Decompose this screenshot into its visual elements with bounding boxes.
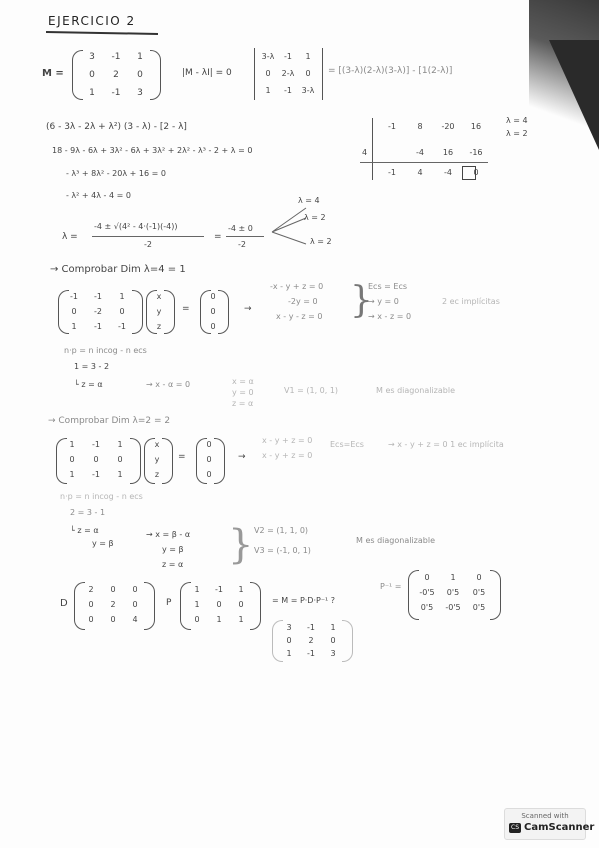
matrix-cell: 3: [330, 649, 336, 658]
matrix-cell: 0'5: [472, 588, 486, 597]
ruffini-cell: 8: [417, 122, 423, 131]
det-matrix: [258, 52, 318, 95]
ruffini-cell: -4: [444, 168, 452, 177]
check4-vector: V1 = (1, 0, 1): [284, 386, 339, 395]
matrix-cell: 1: [119, 292, 125, 301]
matrix-cell: 0: [424, 573, 430, 582]
var-y: y: [156, 307, 162, 316]
root-note-1: λ = 4: [506, 116, 528, 125]
check2-ecs-note: Ecs=Ecs: [330, 440, 364, 449]
zero-cell: 0: [210, 292, 216, 301]
check4-param: └ z = α: [74, 380, 103, 389]
check2-implicit: → x - y + z = 0 1 ec implícita: [388, 440, 504, 449]
matrix-cell: 0: [216, 600, 222, 609]
ruffini-cell: 0: [473, 168, 479, 177]
var-y: y: [154, 455, 160, 464]
matrix-cell: 1: [117, 470, 123, 479]
check2-matrix: [60, 440, 132, 479]
ruffini-cell: -1: [388, 168, 396, 177]
check4-vars-right: [164, 290, 175, 334]
ruffini-cell: 4: [417, 168, 423, 177]
check2-sol-1: → x = β - α: [146, 530, 191, 539]
matrix-cell: 2: [88, 585, 94, 594]
matrix-cell: 2: [308, 636, 314, 645]
zero-cell: 0: [210, 322, 216, 331]
matrix-cell: -1: [70, 292, 78, 301]
badge-caption: Scanned with: [521, 812, 569, 820]
camscanner-logo-icon: CS: [511, 824, 519, 831]
check4-zeros-right: [218, 290, 229, 334]
matrix-cell: 0: [132, 585, 138, 594]
matrix-cell: 1: [117, 440, 123, 449]
camscanner-badge: [504, 808, 595, 840]
ruffini-mid-row: [406, 148, 490, 157]
check2-vector-2: V3 = (-1, 0, 1): [254, 546, 311, 555]
step-line-2: 18 - 9λ - 6λ + 3λ² - 6λ + 3λ² + 2λ² - λ³ - 2 + λ = 0: [52, 146, 253, 155]
det-cell: 0: [265, 69, 271, 78]
check4-sol: → x - α = 0: [146, 380, 191, 389]
matrix-cell: 1: [89, 88, 95, 98]
check4-matrix: [62, 292, 134, 331]
matrix-cell: 0: [93, 455, 99, 464]
var-z: z: [154, 470, 160, 479]
check2-param-2: y = β: [92, 539, 114, 548]
param-x: x = α: [232, 377, 254, 386]
check2-sol-3: z = α: [162, 560, 184, 569]
check2-sol-2: y = β: [162, 545, 184, 554]
matrix-cell: 1: [450, 573, 456, 582]
ruffini-cell: -4: [416, 148, 424, 157]
matrix-cell: -1: [307, 623, 315, 632]
matrix-cell: 0: [286, 636, 292, 645]
step-line-3: - λ³ + 8λ² - 20λ + 16 = 0: [66, 169, 166, 178]
det-cell: -1: [284, 86, 292, 95]
matrix-cell: -1: [94, 292, 102, 301]
p-matrix: [186, 585, 252, 624]
check4-system-1: -x - y + z = 0: [270, 282, 324, 291]
brace-icon: }: [350, 280, 373, 321]
d-matrix: [80, 585, 146, 624]
matrix-cell: -1: [92, 470, 100, 479]
quadratic-equals: =: [214, 232, 222, 242]
ruffini-cell: -16: [469, 148, 483, 157]
det-left-bar: [254, 48, 255, 100]
check2-param-1: └ z = α: [70, 526, 99, 535]
brace-icon: }: [228, 522, 254, 568]
check4-calc: 1 = 3 - 2: [74, 362, 110, 371]
zero-cell: 0: [206, 440, 212, 449]
matrix-cell: 0: [137, 70, 143, 80]
zero-cell: 0: [206, 470, 212, 479]
title-underline: [46, 31, 158, 35]
var-x: x: [156, 292, 162, 301]
check2-heading: → Comprobar Dim λ=2 = 2: [48, 416, 171, 426]
check2-vars-right: [162, 438, 173, 484]
check-matrix-right: [342, 620, 353, 662]
matrix-cell: 0: [194, 615, 200, 624]
var-z: z: [156, 322, 162, 331]
matrix-m-right-bracket: [150, 50, 161, 100]
det-right-bar: [322, 48, 323, 100]
matrix-cell: 1: [137, 52, 143, 62]
check2-zeros-right: [214, 438, 225, 484]
d-matrix-right: [144, 582, 155, 630]
matrix-cell: 1: [71, 322, 77, 331]
check2-system-1: x - y + z = 0: [262, 436, 313, 445]
matrix-cell: -1: [111, 88, 121, 98]
check4-param-set: [232, 376, 276, 409]
check4-ecs-1: Ecs = Ecs: [368, 282, 408, 291]
quadratic-simplified-bar: [226, 236, 264, 237]
ruffini-vbar: [372, 118, 373, 180]
quadratic-simplified-den: -2: [238, 240, 246, 249]
matrix-cell: 1: [194, 600, 200, 609]
matrix-m: [80, 52, 152, 98]
matrix-cell: 0: [330, 636, 336, 645]
matrix-cell: 0: [132, 600, 138, 609]
branch-arrows-icon: [270, 204, 310, 250]
equals-sign: =: [182, 304, 190, 314]
exercise-title: EJERCICIO 2: [48, 14, 136, 28]
ruffini-top-row: [378, 122, 490, 131]
quadratic-denominator: -2: [144, 240, 152, 249]
matrix-cell: 2: [113, 70, 119, 80]
matrix-cell: 1: [69, 440, 75, 449]
check2-formula: n·p = n incog - n ecs: [60, 492, 143, 501]
det-cell: 1: [305, 52, 311, 61]
matrix-cell: 0: [88, 615, 94, 624]
var-x: x: [154, 440, 160, 449]
matrix-cell: -0'5: [445, 603, 461, 612]
pinv-matrix: [414, 573, 492, 612]
matrix-cell: 1: [216, 615, 222, 624]
check2-matrix-right: [130, 438, 141, 484]
matrix-cell: 1: [238, 615, 244, 624]
check4-result: M es diagonalizable: [376, 386, 455, 395]
d-label: D: [60, 598, 68, 609]
quadratic-result-2: λ = 2: [304, 213, 326, 222]
scan-shadow-wedge: [549, 40, 599, 150]
quadratic-lhs: λ =: [62, 232, 78, 242]
param-y: y = 0: [232, 388, 254, 397]
matrix-cell: -1: [118, 322, 126, 331]
char-poly-expansion: = [(3-λ)(2-λ)(3-λ)] - [1(2-λ)]: [328, 66, 453, 76]
matrix-cell: 0: [117, 455, 123, 464]
det-cell: 3-λ: [261, 52, 275, 61]
matrix-cell: 0: [238, 600, 244, 609]
matrix-cell: 0'5: [446, 588, 460, 597]
matrix-m-label: M =: [42, 68, 64, 79]
matrix-cell: -1: [215, 585, 223, 594]
check4-formula: n·p = n incog - n ecs: [64, 346, 147, 355]
arrow-icon: →: [238, 452, 246, 462]
matrix-cell: 3: [286, 623, 292, 632]
matrix-cell: 0: [110, 615, 116, 624]
check4-implicit-note: 2 ec implícitas: [442, 297, 500, 306]
ruffini-cell: -1: [388, 122, 396, 131]
check4-ecs-2: → y = 0: [368, 297, 399, 306]
ruffini-cell: -20: [441, 122, 455, 131]
ruffini-remainder-box: [462, 166, 476, 180]
zero-cell: 0: [206, 455, 212, 464]
check2-vector-1: V2 = (1, 1, 0): [254, 526, 309, 535]
ruffini-root: 4: [362, 148, 368, 157]
p-label: P: [166, 598, 172, 608]
det-cell: 3-λ: [301, 86, 315, 95]
check2-calc: 2 = 3 - 1: [70, 508, 106, 517]
quadratic-simplified-num: -4 ± 0: [228, 224, 253, 233]
check4-system-3: x - y - z = 0: [276, 312, 323, 321]
matrix-cell: 0: [119, 307, 125, 316]
matrix-cell: -2: [94, 307, 102, 316]
matrix-cell: 3: [89, 52, 95, 62]
matrix-cell: 1: [194, 585, 200, 594]
quadratic-result-1: λ = 4: [298, 196, 320, 205]
matrix-cell: 0: [88, 600, 94, 609]
matrix-cell: 0: [110, 585, 116, 594]
pinv-label: P⁻¹ =: [380, 582, 402, 591]
check4-matrix-right: [132, 290, 143, 334]
det-cell: -1: [284, 52, 292, 61]
check2-system-2: x - y + z = 0: [262, 451, 313, 460]
matrix-cell: 3: [137, 88, 143, 98]
ruffini-cell: 16: [442, 148, 454, 157]
matrix-cell: -1: [111, 52, 121, 62]
ruffini-hline: [360, 162, 488, 163]
matrix-cell: 1: [238, 585, 244, 594]
matrix-cell: -0'5: [419, 588, 435, 597]
p-matrix-right: [250, 582, 261, 630]
check-matrix: [278, 623, 344, 658]
check4-ecs-3: → x - z = 0: [368, 312, 412, 321]
equals-sign: =: [178, 452, 186, 462]
matrix-cell: 0: [89, 70, 95, 80]
pinv-matrix-right: [490, 570, 501, 620]
step-line-4: - λ² + 4λ - 4 = 0: [66, 191, 131, 200]
check2-result: M es diagonalizable: [356, 536, 435, 545]
matrix-cell: 0: [69, 455, 75, 464]
check4-system-2: -2y = 0: [288, 297, 318, 306]
step-line-1: (6 - 3λ - 2λ + λ²) (3 - λ) - [2 - λ]: [46, 122, 187, 132]
root-note-2: λ = 2: [506, 129, 528, 138]
quadratic-numerator: -4 ± √(4² - 4·(-1)(-4)): [94, 222, 178, 231]
matrix-cell: 0: [71, 307, 77, 316]
matrix-cell: 1: [286, 649, 292, 658]
det-cell: 2-λ: [281, 69, 295, 78]
det-cell: 1: [265, 86, 271, 95]
matrix-cell: 0: [476, 573, 482, 582]
matrix-cell: -1: [92, 440, 100, 449]
param-z: z = α: [232, 399, 254, 408]
quadratic-result-3: λ = 2: [310, 237, 332, 246]
badge-name: CamScanner: [524, 822, 595, 833]
zero-cell: 0: [210, 307, 216, 316]
quadratic-fraction-bar: [92, 236, 204, 237]
matrix-cell: -1: [307, 649, 315, 658]
ruffini-cell: 16: [470, 122, 482, 131]
matrix-cell: -1: [94, 322, 102, 331]
check4-heading: → Comprobar Dim λ=4 = 1: [50, 264, 186, 275]
arrow-icon: →: [244, 304, 252, 314]
char-poly-label: |M - λI| = 0: [182, 68, 232, 78]
matrix-cell: 0'5: [420, 603, 434, 612]
matrix-cell: 2: [110, 600, 116, 609]
det-cell: 0: [305, 69, 311, 78]
matrix-cell: 1: [330, 623, 336, 632]
matrix-cell: 1: [69, 470, 75, 479]
diagonalization-relation: = M = P·D·P⁻¹ ?: [272, 596, 336, 605]
matrix-cell: 0'5: [472, 603, 486, 612]
matrix-cell: 4: [132, 615, 138, 624]
